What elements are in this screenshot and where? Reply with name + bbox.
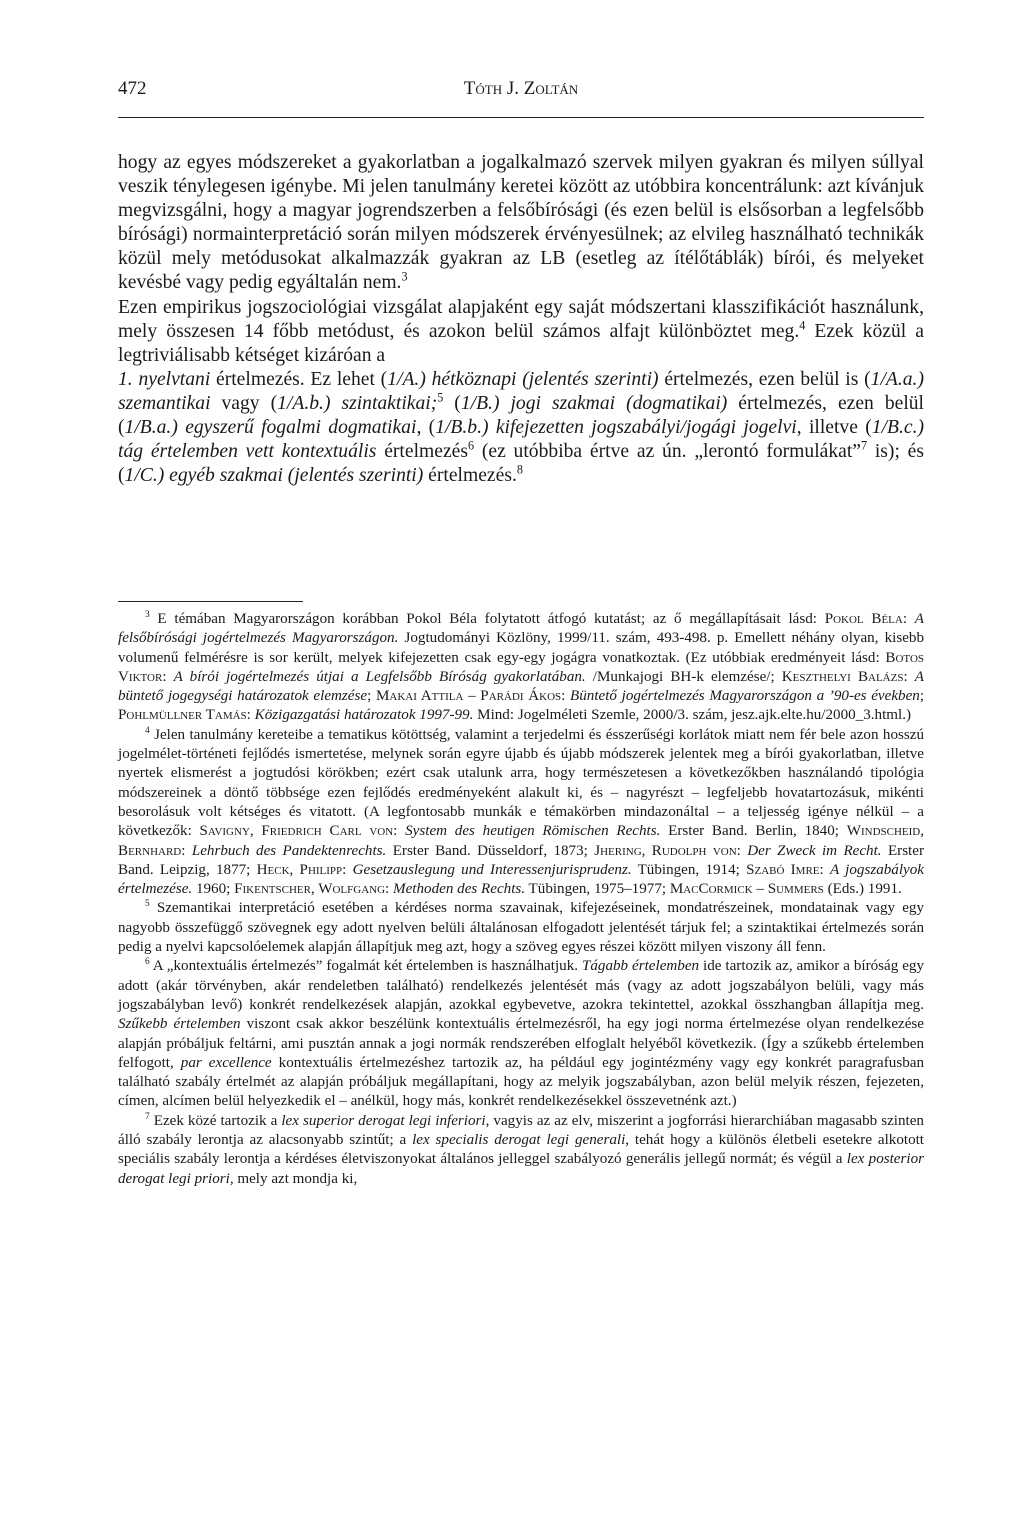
footnote-6: $^6$ A „kontextuális értelmezés” fogalmát két értelemben is használhatjuk. Tágabb értelemben ide tartozik az, amikor a bíróság egy adott (akár törvényben, akár rendeletben található) rendelkezés jelentését más (vagy az adott jogszabályon belüli, vagy más jogszabályban levő) konkrét rendelkezések alapján, azokkal egybevetve, azokra tekintettel, azokkal összhangban állapítja meg. Szűkebb értelemben viszont csak akkor beszélünk kontextuális értelmezésről, ha egy jogi norma értelmezése olyan rendelkezése alapján próbáljuk feltárni, ami pusztán annak a jogi normák rendszerében elfoglalt helyéből következik. (Így a szűkebb értelemben felfogott, par excellence kontextuális értelmezéshez tartozik az, ha például egy jogintézmény vagy egy konkrét paragrafusban található szabály értelmét az alapján próbáljuk megállapítani, hogy az melyik jogszabályban, azon belül melyik részen, fejezeten, címen, alcímen belül helyezkedik el – anélkül, hogy más, konkrét rendelkezésekkel összevetnénk azt.)	[118, 957, 924, 1110]
footnote-ref-6: 6	[467, 438, 475, 453]
footnote-rule	[118, 601, 303, 602]
footnote-ref-8: 8	[516, 462, 523, 477]
paragraph-2: Ezen empirikus jogszociológiai vizsgálat alapjaként egy saját módszertani klasszifikációt használunk, mely összesen 14 főbb metódust, és azokon belül számos alfajt különböztet meg.$^4$ Ezek közül a legtriviálisabb kétséget kizáróan a	[118, 296, 924, 366]
footnotes	[118, 610, 924, 1189]
footnote-ref-4: 4	[799, 318, 806, 333]
paragraph-method-1: 1. nyelvtani értelmezés. Ez lehet (1/A.) hétköznapi (jelentés szerinti) értelmezés, ezen belül is (1/A.a.) szemantikai vagy (1/A.b.) szintaktikai;$^5$ (1/B.) jogi szakmai (dogmatikai) értelmezés, ezen belül (1/B.a.) egyszerű fogalmi dogmatikai, (1/B.b.) kifejezetten jogszabályi/jogági jogelvi, illetve (1/B.c.) tág értelemben vett kontextuális értelmezés$^6$ (ez utóbbiba értve az ún. „lerontó formulákat”$^7$ is); és (1/C.) egyéb szakmai (jelentés szerinti) értelmezés.$^8$	[118, 368, 925, 487]
footnote-ref-7: 7	[860, 438, 868, 453]
page-number: 472	[118, 78, 147, 99]
footnote-ref-3: 3	[401, 269, 408, 284]
page-header	[118, 78, 924, 108]
footnote-3: $^3$ E témában Magyarországon korábban Pokol Béla folytatott átfogó kutatást; az ő megállapításait lásd: Pokol Béla: A felsőbírósági jogértelmezés Magyarországon. Jogtudományi Közlöny, 1999/11. szám, 493-498. p. Emellett néhány olyan, kisebb volumenű felmérésre is sor került, melyek kifejezetten csak egy-egy jogágra vonatkoztak. (Ez utóbbiak eredményeit lásd: Botos Viktor: A bírói jogértelmezés útjai a Legfelsőbb Bíróság gyakorlatában. /Munkajogi BH-k elemzése/; Keszthelyi Balázs: A büntető jogegységi határozatok elemzése; Makai Attila – Parádi Ákos: Büntető jogértelmezés Magyarországon a ’90-es években; Pohlmüllner Tamás: Közigazgatási határozatok 1997-99. Mind: Jogelméleti Szemle, 2000/3. szám, jesz.ajk.elte.hu/2000_3.html.)	[118, 609, 925, 724]
paragraph-1: hogy az egyes módszereket a gyakorlatban a jogalkalmazó szervek milyen gyakran és milyen súllyal veszik ténylegesen igénybe. Mi jelen tanulmány keretei között az utóbbira koncentrálunk: azt kívánjuk megvizsgálni, hogy a magyar jogrendszerben a felsőbírósági (és ezen belül is elsősorban a legfelsőbb bírósági) normainterpretáció során milyen módszerek érvényesülnek; az elvileg használható technikák közül mely metódusokat alkalmazzák gyakran az LB (esetleg az ítélőtáblák) bírói, és melyeket kevésbé vagy pedig egyáltalán nem.$^3$	[118, 152, 924, 294]
header-rule	[118, 117, 924, 118]
footnote-7: $^7$ Ezek közé tartozik a lex superior derogat legi inferiori, vagyis az az elv, miszerint a jogforrási hierarchiában magasabb szinten álló szabály lerontja az alacsonyabb szintűt; a lex specialis derogat legi generali, tehát hogy a különös életbeli esetekre alkotott speciális szabály lerontja a kérdéses életviszonyokat általános jelleggel szabályozó generális jellegű normát; és végül a lex posterior derogat legi priori, mely azt mondja ki,	[118, 1111, 924, 1187]
body-text	[118, 151, 924, 488]
footnote-5: $^5$ Szemantikai interpretáció esetében a kérdéses norma szavainak, kifejezéseinek, mondatrészeinek, mondatainak vagy egy nagyobb összefüggő szövegnek egy adott nyelven belüli általánosan elfogadott jelentését tárjuk fel; a szintaktikai értelmezés során pedig a nyelvi kapcsolóelemek alapján állapítjuk meg azt, hogy a szöveg egyes részei között milyen viszony áll fenn.	[118, 899, 924, 956]
footnote-4: $^4$ Jelen tanulmány kereteibe a tematikus kötöttség, valamint a terjedelmi és ésszerűségi korlátok miatt nem fér bele azon hosszú jogelmélet-történeti fejlődés ismertetése, melynek során egyre újabb és újabb módszerek jelentek meg a bírói gyakorlatban, illetve nyertek elismerést a jogtudósi körökben; ezért csak utalunk arra, hogy természetesen a következőkben használandó tipológia módszereinek a döntő többsége ezen fejlődés eredményeként alakult ki, és – nagyrészt – legfeljebb hovatartozásuk, mikénti besorolásuk volt kétséges és vitatott. (A legfontosabb munkák e témakörben mindazonáltal – a teljesség igénye nélkül – a következők: Savigny, Friedrich Carl von: System des heutigen Römischen Rechts. Erster Band. Berlin, 1840; Windscheid, Bernhard: Lehrbuch des Pandektenrechts. Erster Band. Düsseldorf, 1873; Jhering, Rudolph von: Der Zweck im Recht. Erster Band. Leipzig, 1877; Heck, Philipp: Gesetzauslegung und Interessenjurisprudenz. Tübingen, 1914; Szabó Imre: A jogszabályok értelmezése. 1960; Fikentscher, Wolfgang: Methoden des Rechts. Tübingen, 1975–1977; MacCormick – Summers (Eds.) 1991.	[118, 725, 925, 898]
footnote-ref-5: 5	[437, 390, 444, 405]
running-head: Tóth J. Zoltán	[463, 78, 579, 99]
